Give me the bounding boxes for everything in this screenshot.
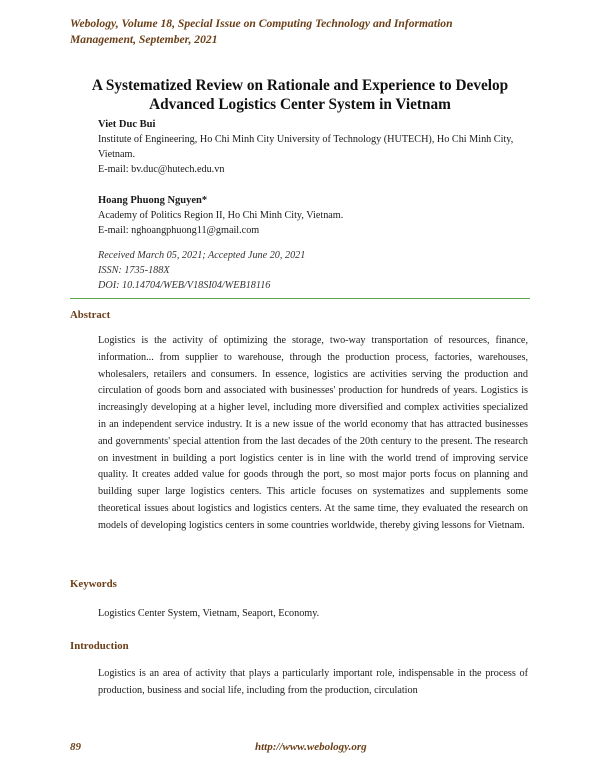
page-number: 89: [70, 741, 81, 753]
section-divider: [70, 298, 530, 299]
author-affiliation: Academy of Politics Region II, Ho Chi Minh City, Vietnam.: [98, 210, 344, 221]
author-block-2: [98, 193, 538, 238]
author-block-1: [98, 117, 538, 177]
keywords-text: Logistics Center System, Vietnam, Seaport, Economy.: [98, 608, 320, 619]
author-name: Viet Duc Bui: [98, 119, 156, 130]
received-accepted-dates: Received March 05, 2021; Accepted June 20, 2021: [98, 250, 306, 261]
article-meta: [98, 248, 538, 293]
journal-url-link[interactable]: http://www.webology.org: [255, 741, 367, 753]
author-email: E-mail: nghoangphuong11@gmail.com: [98, 225, 260, 236]
paper-title: [70, 76, 530, 114]
introduction-text: Logistics is an area of activity that plays a particularly important role, indispensable in the process of production, business and social life, including from the production, circulation: [98, 668, 528, 696]
author-email: E-mail: bv.duc@hutech.edu.vn: [98, 164, 225, 175]
issn: ISSN: 1735-188X: [98, 265, 170, 276]
abstract-heading: Abstract: [70, 309, 111, 321]
journal-header-line1: Webology, Volume 18, Special Issue on Computing Technology and Information: [70, 17, 453, 30]
doi: DOI: 10.14704/WEB/V18SI04/WEB18116: [98, 280, 271, 291]
author-name: Hoang Phuong Nguyen*: [98, 195, 208, 206]
introduction-heading: Introduction: [70, 640, 129, 652]
journal-header-line2: Management, September, 2021: [70, 33, 218, 46]
paper-title-line2: Advanced Logistics Center System in Vietnam: [149, 96, 451, 113]
author-affiliation: Institute of Engineering, Ho Chi Minh City University of Technology (HUTECH), Ho Chi Minh City, Vietnam.: [98, 134, 514, 160]
journal-header: [70, 16, 540, 48]
paper-title-line1: A Systematized Review on Rationale and Experience to Develop: [91, 77, 509, 94]
abstract-text: Logistics is the activity of optimizing the storage, two-way transportation of resources, finance, information... from supplier to warehouse, through the production process, factories, warehouses, wholesalers, retailers and consumers. In essence, logistics are activities serving the production and circulation of goods born and associated with businesses' production for hundreds of years. Logistics is increasingly developing at a higher level, including more diversified and complex activities specialized in an independent service industry. It is a new issue of the world economy that has attracted businesses and governments' special attention from the last decades of the 20th century to the present. The research on investment in building a port logistics center is in line with the world trend of improving service quality. It creates added value for goods through the port, so most major ports focus on planning and building super large logistics centers. This article focuses on systematizes and supplements some theoretical issues about logistics and logistics centers. At the same time, they evaluated the research on models of developing logistics centers in some countries worldwide, thereby giving lessons for Vietnam.: [98, 335, 528, 531]
keywords-heading: Keywords: [70, 578, 117, 590]
